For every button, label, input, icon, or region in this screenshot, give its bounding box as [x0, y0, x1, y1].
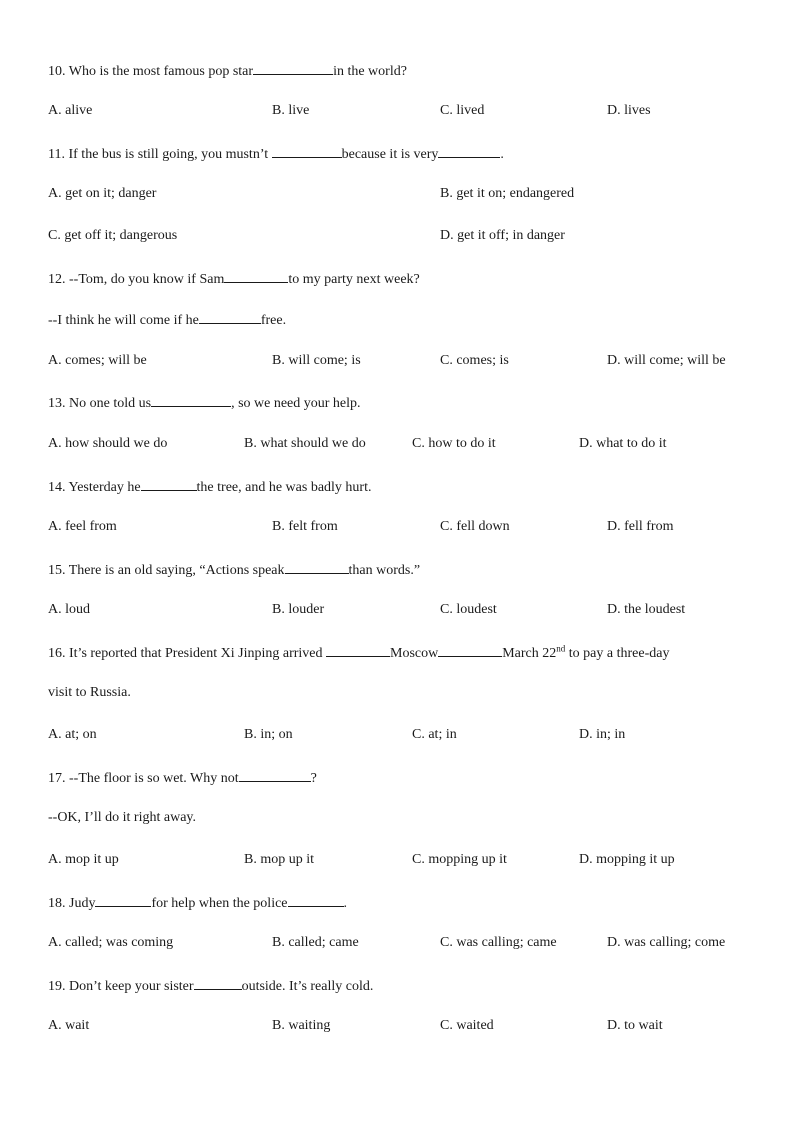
question-18-stem: 18. Judy for help when the police . [48, 893, 347, 911]
option-a: A. called; was coming [48, 935, 174, 950]
answer-blank [239, 768, 311, 782]
question-11-stem: 11. If the bus is still going, you mustn’t because it is very . [48, 144, 504, 162]
option-c: C. comes; is [440, 353, 509, 368]
answer-blank [288, 893, 344, 907]
answer-blank [199, 310, 261, 324]
option-a: A. comes; will be [48, 353, 147, 368]
option-b: B. waiting [272, 1018, 331, 1033]
question-14-stem: 14. Yesterday he the tree, and he was badly hurt. [48, 477, 372, 495]
answer-blank [438, 643, 502, 657]
question-12-reply: --I think he will come if he free. [48, 310, 286, 328]
option-a: A. how should we do [48, 436, 168, 451]
question-17-reply: --OK, I’ll do it right away. [48, 810, 196, 825]
question-15-options [0, 601, 794, 619]
option-d: D. lives [607, 103, 651, 118]
question-17-options [0, 851, 794, 869]
option-d: D. what to do it [579, 436, 667, 451]
question-19-stem: 19. Don’t keep your sister outside. It’s really cold. [48, 976, 373, 994]
question-17-stem: 17. --The floor is so wet. Why not ? [48, 768, 317, 786]
option-c: C. loudest [440, 602, 497, 617]
option-d: D. get it off; in danger [440, 228, 565, 243]
option-c: C. how to do it [412, 436, 496, 451]
question-12-stem: 12. --Tom, do you know if Sam to my party next week? [48, 269, 420, 287]
option-d: D. was calling; come [607, 935, 726, 950]
option-c: C. was calling; came [440, 935, 557, 950]
option-c: C. lived [440, 103, 485, 118]
question-12-options [0, 352, 794, 370]
question-15-stem: 15. There is an old saying, “Actions speak than words.” [48, 560, 420, 578]
option-c: C. mopping up it [412, 852, 507, 867]
option-b: B. what should we do [244, 436, 366, 451]
question-10-stem: 10. Who is the most famous pop star in the world? [48, 61, 407, 79]
answer-blank [95, 893, 151, 907]
option-c: C. get off it; dangerous [48, 228, 178, 243]
answer-blank [151, 393, 231, 407]
answer-blank [272, 144, 342, 158]
option-c: C. at; in [412, 727, 457, 742]
option-d: D. in; in [579, 727, 626, 742]
option-a: A. loud [48, 602, 90, 617]
option-a: A. wait [48, 1018, 90, 1033]
option-c: C. waited [440, 1018, 494, 1033]
option-b: B. mop up it [244, 852, 315, 867]
answer-blank [285, 560, 349, 574]
option-a: A. feel from [48, 519, 117, 534]
answer-blank [326, 643, 390, 657]
answer-blank [224, 269, 288, 283]
question-14-options [0, 518, 794, 536]
option-d: D. the loudest [607, 602, 686, 617]
question-16-options [0, 726, 794, 744]
question-16-stem: 16. It’s reported that President Xi Jinping arrived Moscow March 22nd to pay a three-day [48, 643, 670, 661]
question-10-options [0, 102, 794, 120]
option-b: B. get it on; endangered [440, 186, 575, 201]
question-16-continuation: visit to Russia. [48, 685, 131, 700]
ordinal-suffix: nd [556, 643, 566, 654]
option-a: A. get on it; danger [48, 186, 157, 201]
question-18-options [0, 934, 794, 952]
answer-blank [253, 61, 333, 75]
option-b: B. will come; is [272, 353, 361, 368]
option-d: D. will come; will be [607, 353, 726, 368]
option-d: D. to wait [607, 1018, 663, 1033]
question-11-options-row-2 [0, 227, 794, 245]
question-11-options-row-1 [0, 185, 794, 203]
option-d: D. fell from [607, 519, 674, 534]
answer-blank [438, 144, 500, 158]
question-13-options [0, 435, 794, 453]
option-c: C. fell down [440, 519, 510, 534]
option-a: A. mop it up [48, 852, 119, 867]
option-b: B. felt from [272, 519, 338, 534]
question-13-stem: 13. No one told us , so we need your help. [48, 393, 361, 411]
answer-blank [194, 976, 242, 990]
option-b: B. in; on [244, 727, 293, 742]
answer-blank [141, 477, 197, 491]
option-b: B. called; came [272, 935, 359, 950]
option-a: A. at; on [48, 727, 97, 742]
option-d: D. mopping it up [579, 852, 675, 867]
question-19-options [0, 1017, 794, 1035]
option-a: A. alive [48, 103, 93, 118]
option-b: B. live [272, 103, 310, 118]
option-b: B. louder [272, 602, 325, 617]
